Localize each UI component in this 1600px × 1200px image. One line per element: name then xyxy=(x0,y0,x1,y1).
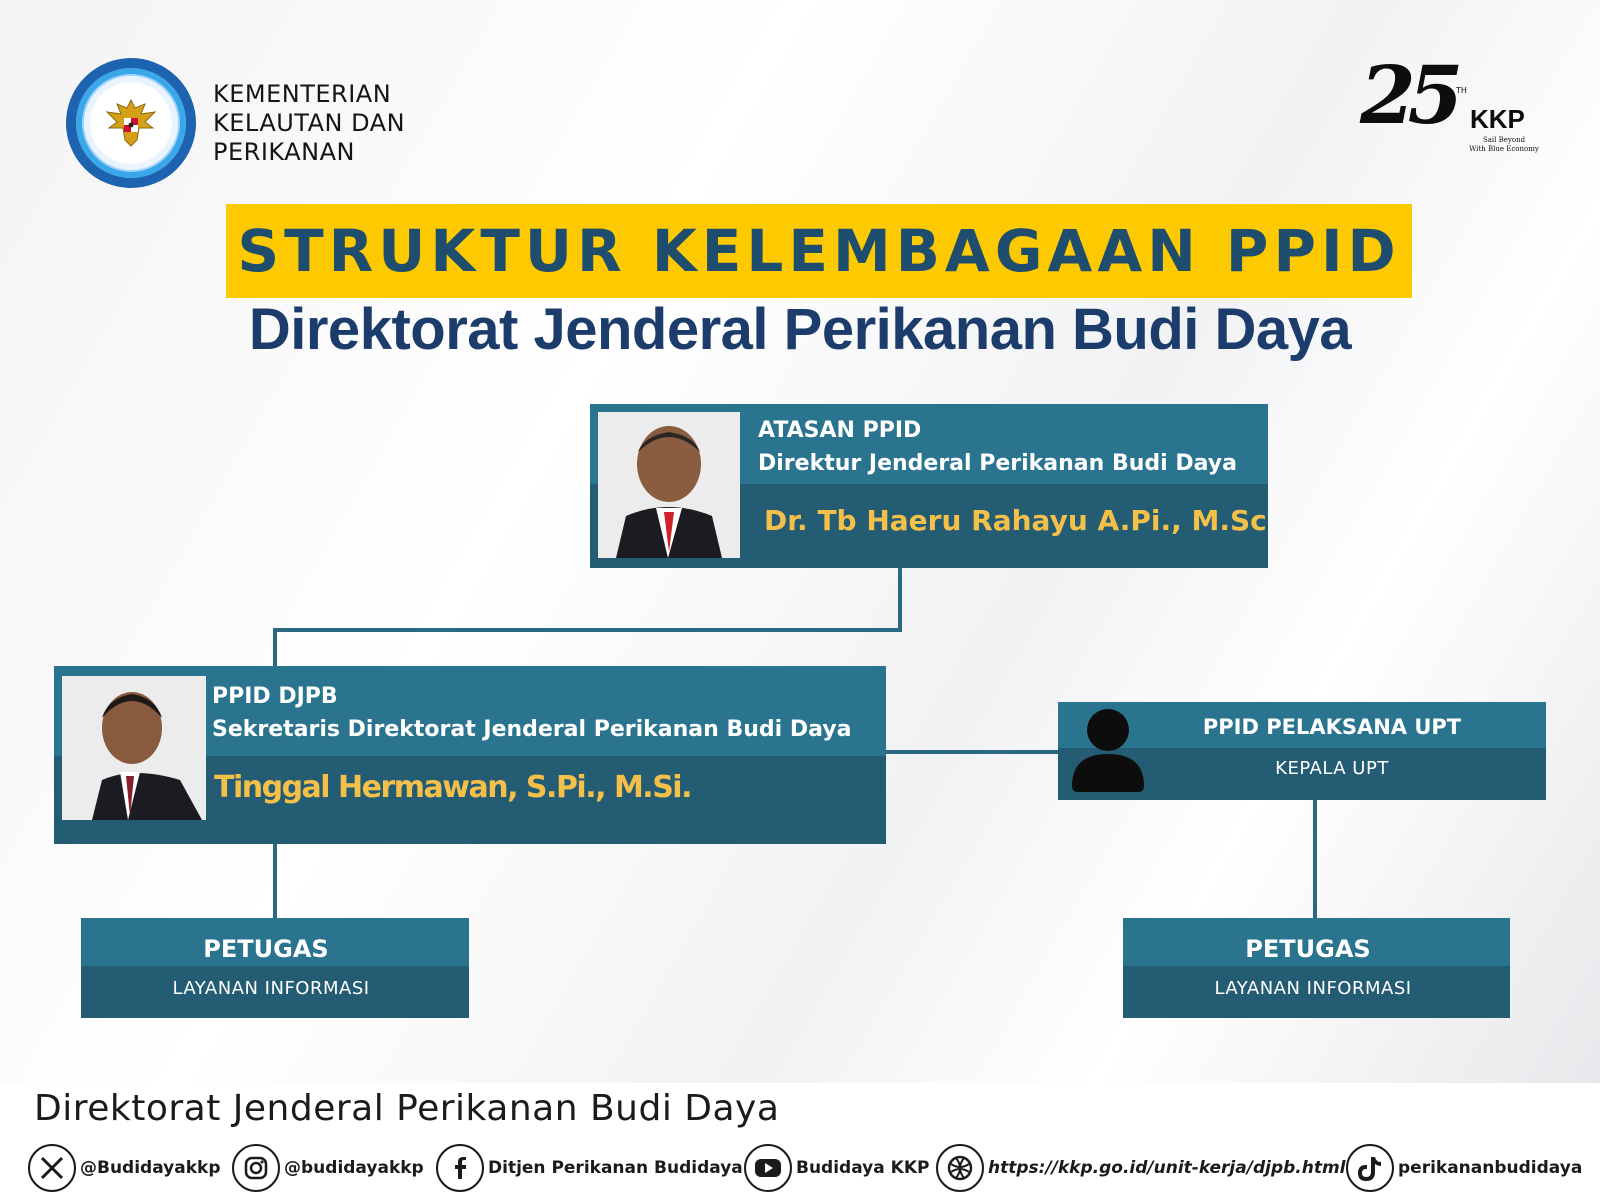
user-silhouette-icon xyxy=(1068,706,1148,792)
social-tiktok-label: perikananbudidaya xyxy=(1398,1158,1583,1178)
footer-title: Direktorat Jenderal Perikanan Budi Daya xyxy=(34,1088,780,1129)
djpb-role: PPID DJPB xyxy=(212,684,338,709)
instagram-icon xyxy=(232,1144,280,1192)
connector-horizontal-top xyxy=(273,628,902,632)
social-facebook[interactable] xyxy=(436,1144,743,1192)
connector-upt-petugas xyxy=(1313,800,1317,918)
page-subtitle: Direktorat Jenderal Perikanan Budi Daya xyxy=(248,297,1352,362)
x-icon xyxy=(28,1144,76,1192)
person-photo-icon xyxy=(62,676,206,820)
anniversary-brand: KKP xyxy=(1470,104,1525,134)
social-youtube-label: Budidaya KKP xyxy=(796,1158,930,1178)
facebook-icon xyxy=(436,1144,484,1192)
atasan-position: Direktur Jenderal Perikanan Budi Daya xyxy=(758,451,1237,476)
atasan-role: ATASAN PPID xyxy=(758,418,922,443)
person-photo-icon xyxy=(598,412,740,558)
ministry-line-1: KEMENTERIAN xyxy=(213,80,392,108)
social-instagram-label: @budidayakkp xyxy=(284,1158,424,1178)
connector-djpb-up xyxy=(273,628,277,668)
social-web-label: https://kkp.go.id/unit-kerja/djpb.html xyxy=(988,1158,1346,1178)
ministry-name xyxy=(213,80,405,167)
web-icon xyxy=(936,1144,984,1192)
anniversary-number: 25 xyxy=(1360,48,1456,142)
social-x-label: @Budidayakkp xyxy=(80,1158,221,1178)
djpb-position: Sekretaris Direktorat Jenderal Perikanan Budi Daya xyxy=(212,717,852,742)
petugas-left-subtitle: LAYANAN INFORMASI xyxy=(172,978,370,999)
garuda-emblem-icon xyxy=(101,94,161,154)
social-x[interactable] xyxy=(28,1144,221,1192)
anniversary-tagline-1: Sail Beyond xyxy=(1482,136,1526,144)
social-tiktok[interactable] xyxy=(1346,1144,1582,1192)
djpb-name: Tinggal Hermawan, S.Pi., M.Si. xyxy=(214,770,691,805)
atasan-name: Dr. Tb Haeru Rahayu A.Pi., M.Sc xyxy=(764,504,1267,537)
connector-djpb-petugas xyxy=(273,842,277,918)
page-title: STRUKTUR KELEMBAGAAN PPID xyxy=(237,217,1401,285)
social-instagram[interactable] xyxy=(232,1144,424,1192)
atasan-photo xyxy=(598,412,740,558)
anniversary-tagline-2: With Blue Economy xyxy=(1469,145,1539,153)
social-facebook-label: Ditjen Perikanan Budidaya xyxy=(488,1158,743,1178)
connector-djpb-upt xyxy=(884,750,1060,754)
upt-role: PPID PELAKSANA UPT xyxy=(1202,715,1462,739)
upt-position: KEPALA UPT xyxy=(1275,758,1389,779)
ministry-line-2: KELAUTAN DAN xyxy=(213,109,406,137)
social-youtube[interactable] xyxy=(744,1144,929,1192)
djpb-photo xyxy=(62,676,206,820)
youtube-icon xyxy=(744,1144,792,1192)
anniversary-suffix: TH xyxy=(1456,86,1467,95)
anniversary-tagline xyxy=(1458,136,1550,154)
connector-atasan-down xyxy=(898,568,902,632)
social-web[interactable] xyxy=(936,1144,1346,1192)
petugas-right-title: PETUGAS xyxy=(1245,935,1371,963)
tiktok-icon xyxy=(1346,1144,1394,1192)
ministry-line-3: PERIKANAN xyxy=(213,138,355,166)
petugas-left-title: PETUGAS xyxy=(203,935,329,963)
petugas-right-subtitle: LAYANAN INFORMASI xyxy=(1214,978,1412,999)
